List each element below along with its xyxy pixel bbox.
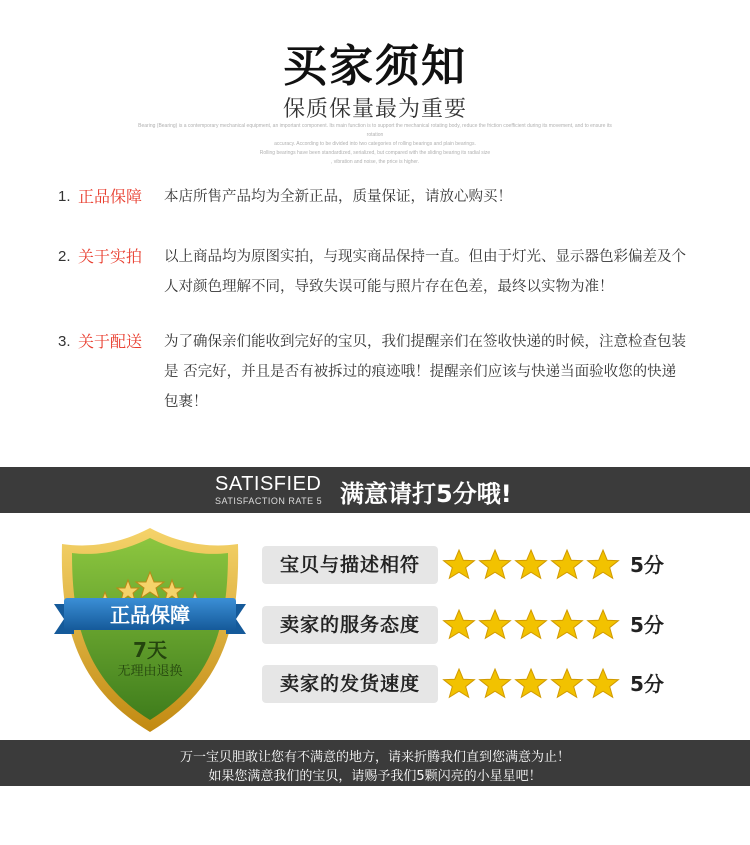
notice-genuine — [58, 182, 698, 212]
fineprint-text — [130, 122, 620, 167]
fineprint-line: Rolling bearings have been standardized, serialized, but compared with the sliding bearing its radial size — [259, 150, 491, 156]
notice-heading: 关于实拍 — [78, 247, 143, 266]
footer-line: 如果您满意我们的宝贝，请赐予我们5颗闪亮的小星星吧！ — [208, 769, 542, 784]
star-icon — [478, 608, 512, 642]
star-icon — [514, 667, 548, 701]
rating-label: 卖家的发货速度 — [262, 665, 438, 703]
star-icon — [442, 667, 476, 701]
satisfaction-request: 满意请打5分哦! — [340, 480, 512, 508]
notice-photos — [58, 242, 698, 302]
fineprint-line: Bearing (Bearing) is a contemporary mechanical equipment, an important component. Its main function is to support the mechanical rotating body, reduce the friction coefficient during its movement, and to ensure its rotation — [138, 123, 612, 138]
star-icon — [586, 548, 620, 582]
star-rating — [442, 667, 622, 701]
fineprint-line: , vibration and noise, the price is higher. — [330, 159, 420, 165]
rating-label: 宝贝与描述相符 — [262, 546, 438, 584]
rating-row-shipping — [262, 665, 682, 703]
notice-text: 以上商品均为原图实拍，与现实商品保持一直。但由于灯光、显示器色彩偏差及个人对颜色理解不同，导致失误可能与照片存在色差，最终以实物为准！ — [164, 249, 686, 295]
badge-days: 7天 — [133, 638, 167, 662]
star-icon — [586, 667, 620, 701]
notice-heading: 关于配送 — [78, 332, 143, 351]
star-icon — [550, 548, 584, 582]
footer-line: 万一宝贝胆敢让您有不满意的地方，请来折腾我们直到您满意为止！ — [179, 750, 570, 765]
star-rating — [442, 608, 622, 642]
rating-score: 5分 — [630, 672, 664, 696]
star-icon — [514, 608, 548, 642]
rating-row-service — [262, 606, 682, 644]
notice-delivery — [58, 327, 698, 417]
star-icon — [550, 608, 584, 642]
notice-number: 2. — [58, 248, 71, 265]
notice-number: 1. — [58, 188, 71, 205]
notice-text: 本店所售产品均为全新正品，质量保证，请放心购买！ — [164, 189, 512, 205]
notice-text: 为了确保亲们能收到完好的宝贝，我们提醒亲们在签收快递的时候，注意检查包装是 否完好，并且是否有被拆过的痕迹哦！提醒亲们应该与快递当面验收您的快递包裹！ — [164, 334, 686, 410]
star-icon — [478, 667, 512, 701]
rating-score: 5分 — [630, 613, 664, 637]
page-subtitle: 保质保量最为重要 — [282, 97, 467, 122]
satisfaction-rate-label: SATISFACTION RATE 5 — [215, 496, 323, 506]
star-icon — [442, 548, 476, 582]
star-icon — [514, 548, 548, 582]
notice-number: 3. — [58, 333, 71, 350]
satisfied-heading: SATISFIED — [215, 473, 322, 495]
badge-policy: 无理由退换 — [117, 664, 183, 679]
star-rating — [442, 548, 622, 582]
fineprint-line: accuracy. According to be divided into two categories of rolling bearings and plain bearings. — [274, 141, 476, 147]
rating-label: 卖家的服务态度 — [262, 606, 438, 644]
guarantee-shield-badge — [50, 522, 250, 737]
star-icon — [478, 548, 512, 582]
star-icon — [442, 608, 476, 642]
ribbon-label: 正品保障 — [110, 603, 190, 627]
rating-row-description — [262, 546, 682, 584]
rating-score: 5分 — [630, 553, 664, 577]
star-icon — [550, 667, 584, 701]
page-title: 买家须知 — [283, 41, 467, 92]
notice-heading: 正品保障 — [78, 187, 143, 206]
star-icon — [586, 608, 620, 642]
